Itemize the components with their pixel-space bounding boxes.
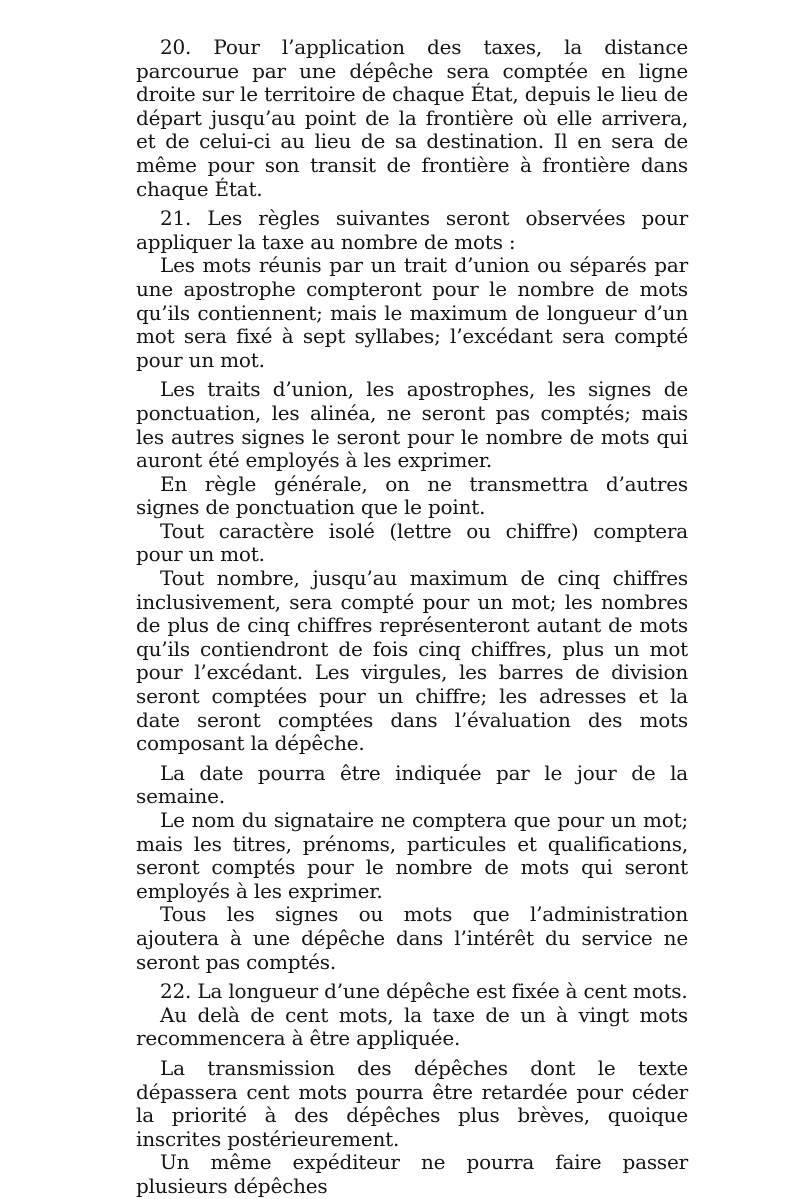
paragraph-date-rule: La date pourra être indiquée par le jour de la semaine.: [136, 760, 688, 809]
paragraph-signatory-rule: Le nom du signataire ne comptera que pour un mot; mais les titres, prénoms, particules et qualifications, seront comptés pour le nombre de mots qui seront employés à les exprimer.: [136, 808, 688, 903]
paragraph-transmission-delay: La transmission des dépêches dont le texte dépassera cent mots pourra être retardée pour céder la priorité à des dépêches plus brèves, quoique inscrites postérieurement.: [136, 1055, 688, 1151]
body-text: [136, 36, 688, 1199]
paragraph-same-sender: Un même expéditeur ne pourra faire passer plusieurs dépêches: [136, 1150, 688, 1198]
paragraph-punctuation-rule: Les traits d’union, les apostrophes, les signes de ponctuation, les alinéa, ne seront pas comptés; mais les autres signes le seront pour le nombre de mots qui auront été employés à les exprimer.: [136, 377, 688, 473]
paragraph-article-20: 20. Pour l’application des taxes, la distance parcourue par une dépêche sera comptée en ligne droite sur le territoire de chaque État, depuis le lieu de départ jusqu’au point de la frontière où elle arrivera, et de celui-ci au lieu de sa destination. Il en sera de même pour son transit de frontière à frontière dans chaque État.: [136, 35, 688, 201]
paragraph-administration-signs: Tous les signes ou mots que l’administration ajoutera à une dépêche dans l’intérêt du service ne seront pas comptés.: [136, 902, 688, 974]
paragraph-article-21: 21. Les règles suivantes seront observées pour appliquer la taxe au nombre de mots :: [136, 206, 688, 254]
paragraph-general-rule: En règle générale, on ne transmettra d’autres signes de ponctuation que le point.: [136, 471, 688, 520]
paragraph-isolated-character: Tout caractère isolé (lettre ou chiffre) comptera pour un mot.: [136, 518, 688, 567]
paragraph-numbers-rule: Tout nombre, jusqu’au maximum de cinq chiffres inclusivement, sera compté pour un mot; les nombres de plus de cinq chiffres représenteront autant de mots qu’ils contiendront de fois cinq chiffres, plus un mot pour l’excédant. Les virgules, les barres de division seront comptées pour un chiffre; les adresses et la date seront comptées dans l’évaluation des mots composant la dépêche.: [136, 566, 688, 756]
paragraph-beyond-hundred-words: Au delà de cent mots, la taxe de un à vingt mots recommencera à être appliquée.: [136, 1002, 688, 1051]
paragraph-hyphen-rule: Les mots réunis par un trait d’union ou séparés par une apostrophe compteront pour le nombre de mots qu’ils contiennent; mais le maximum de longueur d’un mot sera fixé à sept syllabes; l’excédant sera compté pour un mot.: [136, 253, 688, 372]
paragraph-article-22: 22. La longueur d’une dépêche est fixée à cent mots.: [160, 979, 688, 1004]
